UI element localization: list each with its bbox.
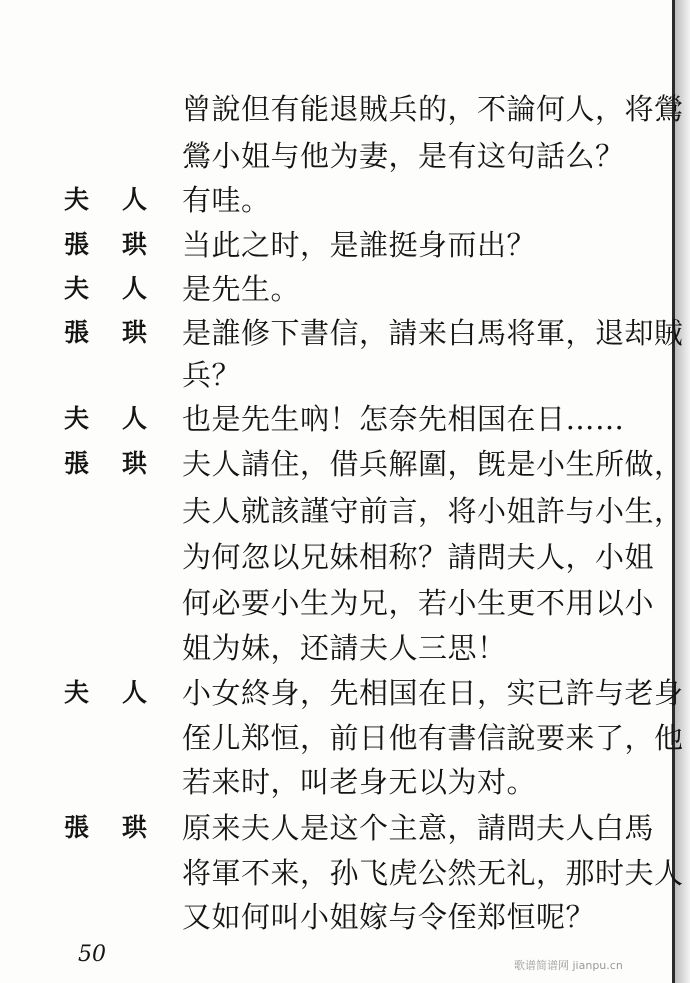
dialogue-line: 为何忽以兄妹相称？請問夫人，小姐: [182, 540, 655, 574]
dialogue-line: 曾說但有能退賊兵的，不論何人，将鶯: [182, 92, 684, 126]
page-number: 50: [78, 942, 106, 967]
speaker-name-char: 珙: [122, 449, 148, 478]
page-edge-shadow: [675, 0, 690, 983]
dialogue-line: 侄儿郑恒，前日他有書信說要来了，他: [182, 721, 684, 755]
speaker-name-char: 夫: [64, 185, 90, 214]
dialogue-line: 是誰修下書信，請来白馬将軍，退却賊: [182, 316, 684, 350]
speaker-name-char: 張: [64, 449, 90, 478]
speaker-name-char: 夫: [64, 274, 90, 303]
speaker-name-char: 張: [64, 813, 90, 842]
dialogue-line: 姐为妹，还請夫人三思！: [182, 631, 507, 665]
dialogue-line: 又如何叫小姐嫁与令侄郑恒呢？: [182, 900, 596, 934]
dialogue-line: 有哇。: [182, 183, 271, 217]
dialogue-line: 是先生。: [182, 272, 301, 306]
dialogue-line: 夫人請住，借兵解圍，旣是小生所做，: [182, 447, 684, 481]
dialogue-line: 兵？: [182, 358, 242, 392]
speaker-name-char: 珙: [122, 318, 148, 347]
speaker-name-char: 張: [64, 318, 90, 347]
speaker-name-char: 人: [122, 404, 148, 433]
dialogue-line: 也是先生吶！怎奈先相国在日……: [182, 402, 625, 436]
speaker-name-char: 人: [122, 185, 148, 214]
dialogue-line: 小女終身，先相国在日，实已許与老身: [182, 676, 684, 710]
speaker-name-char: 夫: [64, 678, 90, 707]
dialogue-line: 当此之时，是誰挺身而出？: [182, 228, 537, 262]
watermark-text: 歌谱简谱网 jianpu.cn: [514, 959, 623, 972]
speaker-name-char: 人: [122, 678, 148, 707]
dialogue-line: 原来夫人是这个主意，請問夫人白馬: [182, 811, 655, 845]
speaker-name-char: 人: [122, 274, 148, 303]
dialogue-line: 将軍不来，孙飞虎公然无礼，那时夫人: [182, 856, 684, 890]
dialogue-line: 鶯小姐与他为妻，是有这句話么？: [182, 139, 625, 173]
speaker-name-char: 珙: [122, 813, 148, 842]
dialogue-line: 夫人就該謹守前言，将小姐許与小生，: [182, 494, 684, 528]
dialogue-line: 若来时，叫老身无以为对。: [182, 765, 537, 799]
speaker-name-char: 夫: [64, 404, 90, 433]
dialogue-line: 何必要小生为兄，若小生更不用以小: [182, 586, 655, 620]
speaker-name-char: 張: [64, 230, 90, 259]
speaker-name-char: 珙: [122, 230, 148, 259]
